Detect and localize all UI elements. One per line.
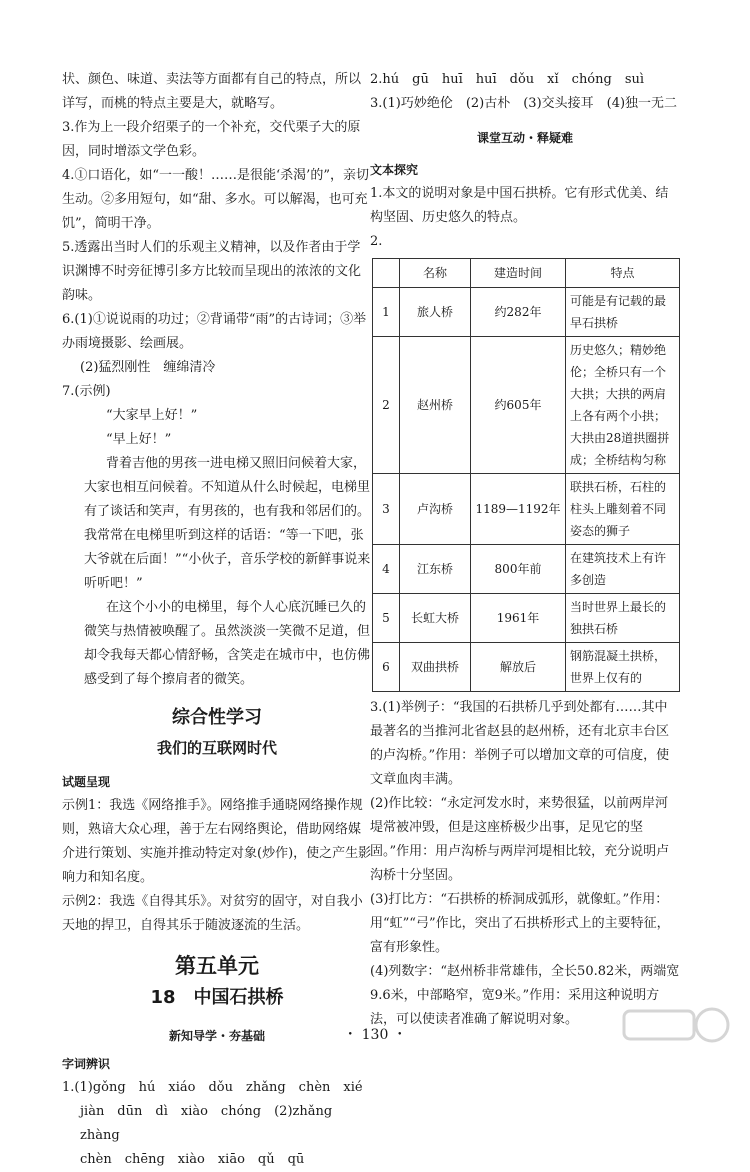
- table-cell: 1189—1192年: [471, 474, 566, 545]
- example-2: 示例2：我选《自得其乐》。对贫穷的固守，对自我小天地的捍卫，自得其乐于随波逐流的生活。: [62, 894, 363, 933]
- table-cell: 卢沟桥: [400, 474, 471, 545]
- table-cell: 解放后: [471, 643, 566, 692]
- unit-title: 第五单元: [175, 954, 259, 978]
- answer-5: 5.透露出当时人们的乐观主义精神，以及作者由于学识渊博不时旁征博引多方比较而呈现出的浓浓的文化韵味。: [62, 240, 362, 303]
- table-row: [373, 474, 680, 545]
- table-row: [373, 594, 680, 643]
- example-1: 示例1：我选《网络推手》。网络推手通晓网络操作规则，熟谙大众心理，善于左右网络舆论，借助网络媒介进行策划、实施并推动特定对象(炒作)，使之产生影响力和知名度。: [62, 798, 372, 885]
- watermark-logo-icon: [616, 1003, 736, 1065]
- table-row: [373, 337, 680, 474]
- left-column: [62, 68, 372, 1172]
- pinyin-line: jiàn dūn dì xiào chóng (2)zhǎng zhàng: [80, 1104, 346, 1143]
- answer-6-2: (2)猛烈刚性 缠绵清冷: [80, 360, 216, 375]
- dialog-line: “早上好！”: [106, 432, 172, 447]
- pinyin-line: chèn chēng xiào xiāo qǔ qū: [80, 1152, 305, 1167]
- bridge-table: [372, 258, 680, 692]
- heading-vocab: 字词辨识: [62, 1057, 111, 1071]
- table-cell: 约282年: [471, 288, 566, 337]
- table-cell: 旅人桥: [400, 288, 471, 337]
- answer-7-label: 7.(示例): [62, 384, 111, 399]
- answer-3-3: (3)打比方：“石拱桥的桥洞成弧形，就像虹。”作用：用“虹”“弓”作比，突出了石拱桥形式上的主要特征，富有形象性。: [370, 892, 670, 955]
- table-cell: 长虹大桥: [400, 594, 471, 643]
- table-cell: 约605年: [471, 337, 566, 474]
- table-row: [373, 288, 680, 337]
- table-header-cell: 建造时间: [471, 259, 566, 288]
- story-paragraph: 背着吉他的男孩一进电梯又照旧问候着大家，大家也相互问候着。不知道从什么时候起，电梯里有了谈话和笑声，有男孩的，也有我和邻居们的。我常常在电梯里听到这样的话语：“等一下吧，张大爷就在后面！”“小伙子，音乐学校的新鲜事说来听听吧！”: [84, 456, 371, 591]
- subsection-heading: 新知导学・夯基础: [168, 1029, 265, 1043]
- answer-3-words: 3.(1)巧妙绝伦 (2)古朴 (3)交头接耳 (4)独一无二: [370, 96, 678, 111]
- table-cell: 可能是有记载的最早石拱桥: [566, 288, 680, 337]
- table-cell: 1961年: [471, 594, 566, 643]
- table-header-row: [373, 259, 680, 288]
- table-cell: 4: [373, 545, 400, 594]
- answer-3: 3.作为上一段介绍栗子的一个补充，交代栗子大的原因，同时增添文学色彩。: [62, 120, 361, 159]
- pinyin-line: 2.hú gū huī huī dǒu xǐ chóng suì: [370, 72, 645, 87]
- heading-test: 试题呈现: [62, 775, 111, 789]
- dialog-line: “大家早上好！”: [106, 408, 198, 423]
- table-cell: 江东桥: [400, 545, 471, 594]
- table-cell: 双曲拱桥: [400, 643, 471, 692]
- pinyin-line: 1.(1)gǒng hú xiáo dǒu zhǎng chèn xié: [62, 1080, 363, 1095]
- answer-3-4: (4)列数字：“赵州桥非常雄伟，全长50.82米，两端宽9.6米，中部略窄，宽9米。”作用：采用这种说明方法，可以使读者准确了解说明对象。: [370, 964, 680, 1027]
- table-header-cell: 名称: [400, 259, 471, 288]
- table-cell: 6: [373, 643, 400, 692]
- table-cell: 2: [373, 337, 400, 474]
- story-paragraph: 在这个小小的电梯里，每个人心底沉睡已久的微笑与热情被唤醒了。虽然淡淡一笑微不足道，但却令我每天都心情舒畅，含笑走在城市中，也仿佛感受到了每个擦肩者的微笑。: [84, 600, 371, 687]
- table-row: [373, 643, 680, 692]
- paragraph: 状、颜色、味道、卖法等方面都有自己的特点，所以详写，而桃的特点主要是大，就略写。: [62, 72, 362, 111]
- table-header-cell: 特点: [566, 259, 680, 288]
- table-cell: 1: [373, 288, 400, 337]
- right-column: [370, 68, 680, 1032]
- answer-6-1: 6.(1)①说说雨的功过；②背诵带“雨”的古诗词；③举办雨境摄影、绘画展。: [62, 312, 367, 351]
- page-number: ・ 130 ・: [343, 1027, 407, 1043]
- table-cell: 赵州桥: [400, 337, 471, 474]
- table-header-cell: [373, 259, 400, 288]
- answer-3-1: 3.(1)举例子：“我国的石拱桥几乎到处都有……其中最著名的当推河北省赵县的赵州桥，还有北京丰台区的卢沟桥。”作用：举例子可以增加文章的可信度，使文章血肉丰满。: [370, 700, 670, 787]
- answer-2-label: 2.: [370, 234, 383, 249]
- table-row: [373, 545, 680, 594]
- table-cell: 3: [373, 474, 400, 545]
- answer-1: 1.本文的说明对象是中国石拱桥。它有形式优美、结构坚固、历史悠久的特点。: [370, 186, 669, 225]
- section-title: 综合性学习: [172, 707, 262, 728]
- answer-4: 4.①口语化，如“一一酸！……是很能‘杀渴’的”，亲切生动。②多用短句，如“甜、多水。可以解渴，也可充饥”，简明干净。: [62, 168, 369, 231]
- table-cell: 800年前: [471, 545, 566, 594]
- table-cell: 5: [373, 594, 400, 643]
- table-cell: 在建筑技术上有许多创造: [566, 545, 680, 594]
- section-subtitle: 我们的互联网时代: [156, 739, 277, 757]
- table-cell: 联拱石桥，石柱的柱头上雕刻着不同姿态的狮子: [566, 474, 680, 545]
- table-cell: 钢筋混凝土拱桥，世界上仅有的: [566, 643, 680, 692]
- heading-text-study: 文本探究: [370, 163, 419, 177]
- subsection-heading: 课堂互动・释疑难: [476, 131, 573, 145]
- table-cell: 历史悠久；精妙绝伦；全桥只有一个大拱；大拱的两肩上各有两个小拱；大拱由28道拱圈拼成；全桥结构匀称: [566, 337, 680, 474]
- lesson-title: 18 中国石拱桥: [150, 987, 284, 1008]
- answer-3-2: (2)作比较：“永定河发水时，来势很猛，以前两岸河堤常被冲毁，但是这座桥极少出事，足见它的坚固。”作用：用卢沟桥与两岸河堤相比较，充分说明卢沟桥十分坚固。: [370, 796, 670, 883]
- table-cell: 当时世界上最长的独拱石桥: [566, 594, 680, 643]
